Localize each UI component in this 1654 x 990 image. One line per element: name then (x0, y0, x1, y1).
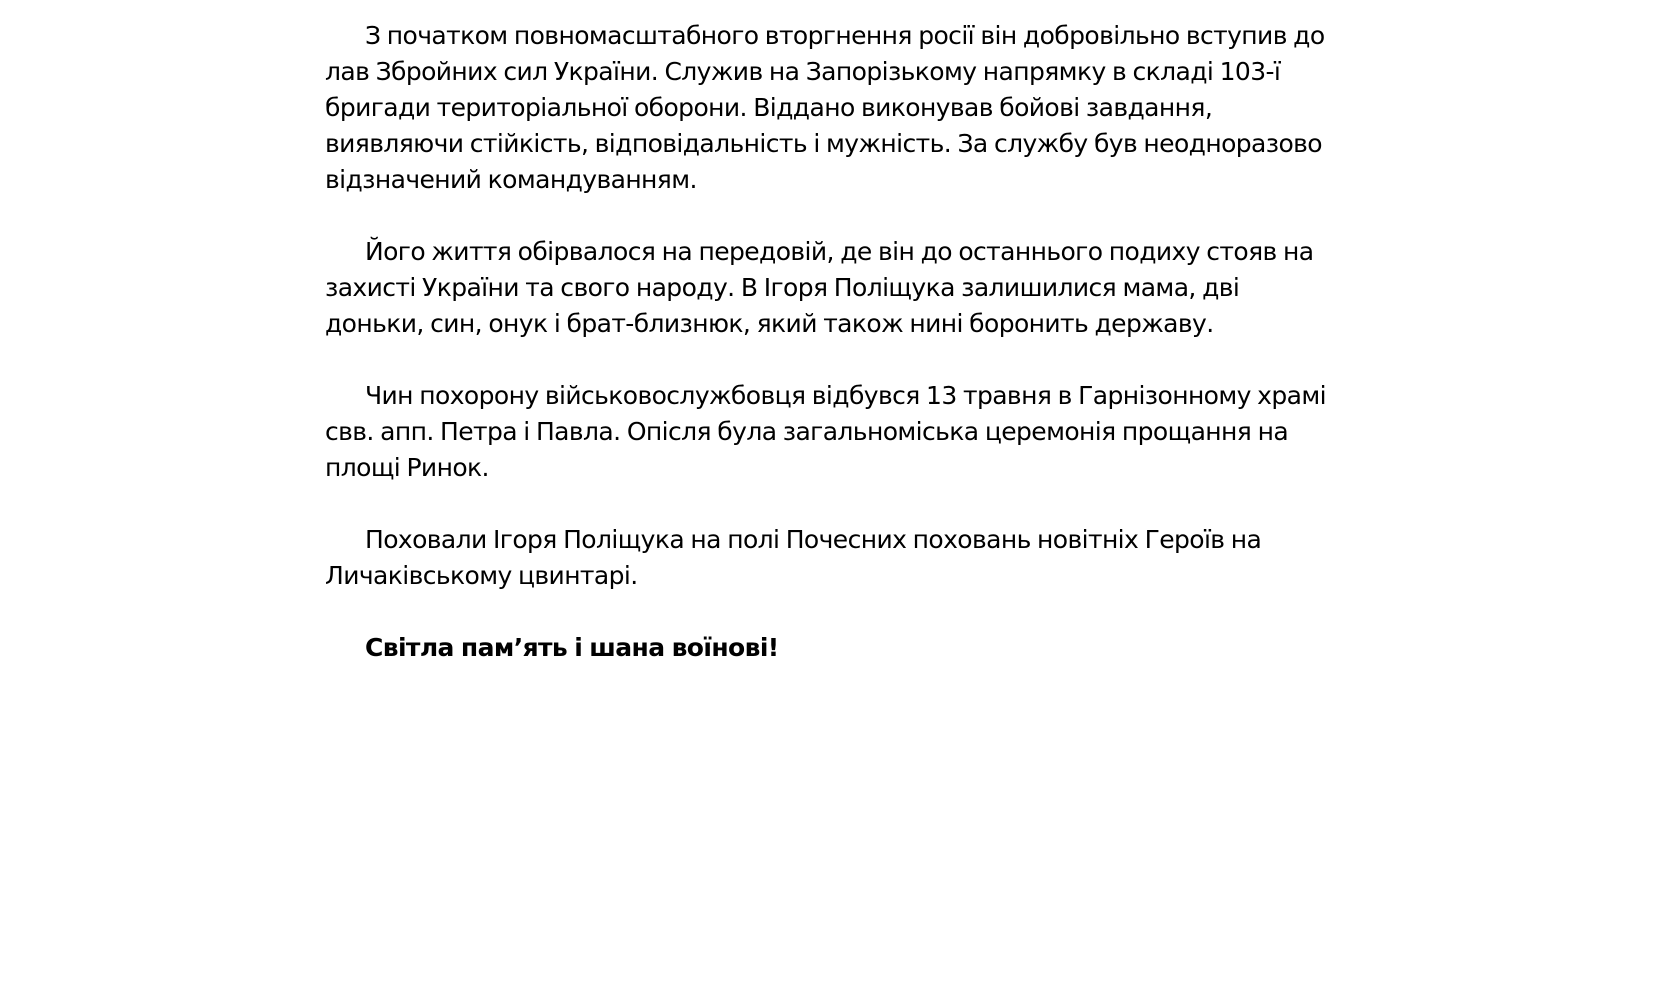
paragraph-burial: Поховали Ігоря Поліщука на полі Почесних поховань новітніх Героїв на Личаківському цвинтарі. (325, 525, 1262, 590)
paragraph-service: З початком повномасштабного вторгнення росії він добровільно вступив до лав Збройних сил України. Служив на Запорізькому напрямку в складі 103-ї бригади територіальної оборони. Віддано виконував бойові завдання, виявляючи стійкість, відповідальність і мужність. За службу був неодноразово відзначений командуванням. (325, 21, 1325, 194)
article-body (325, 18, 1335, 702)
closing-tribute: Світла пам’ять і шана воїнові! (365, 633, 779, 662)
paragraph-death: Його життя обірвалося на передовій, де він до останнього подиху стояв на захисті України та свого народу. В Ігоря Поліщука залишилися мама, дві доньки, син, онук і брат-близнюк, який також нині боронить державу. (325, 237, 1314, 338)
paragraph-funeral: Чин похорону військовослужбовця відбувся 13 травня в Гарнізонному храмі свв. апп. Петра і Павла. Опісля була загальноміська церемонія прощання на площі Ринок. (325, 381, 1326, 482)
